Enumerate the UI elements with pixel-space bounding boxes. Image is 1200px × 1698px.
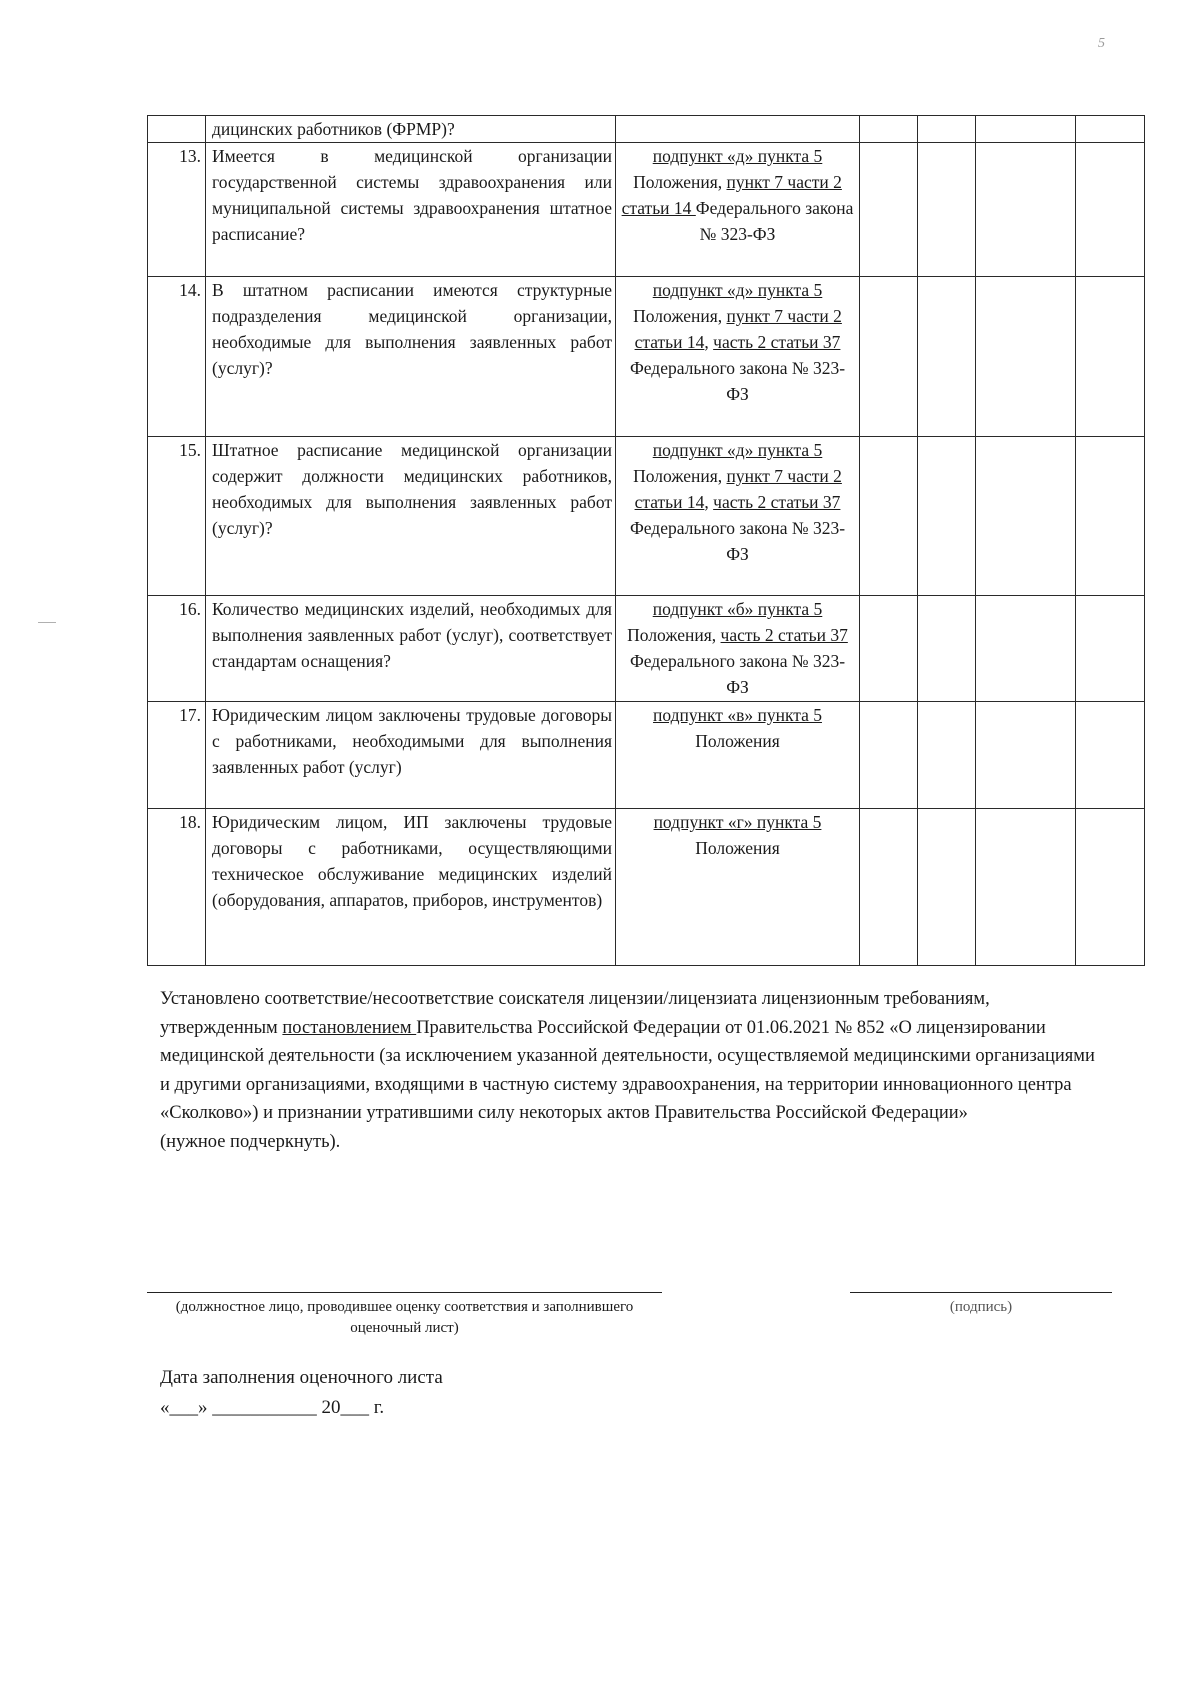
answer-cell-no[interactable] bbox=[918, 437, 976, 596]
reference-text: Федерального закона № 323-ФЗ bbox=[629, 358, 846, 404]
row-number: 18. bbox=[148, 809, 206, 966]
fill-date-label: Дата заполнения оценочного листа bbox=[160, 1367, 443, 1388]
answer-cell-yes[interactable] bbox=[860, 143, 918, 277]
reference-link[interactable]: часть 2 статьи 37 bbox=[713, 492, 841, 512]
fill-date-field[interactable]: «___» ___________ 20___ г. bbox=[160, 1397, 385, 1418]
row-reference bbox=[616, 116, 860, 143]
reference-link[interactable]: часть 2 статьи 37 bbox=[720, 625, 848, 645]
reference-text: Положения bbox=[695, 838, 780, 858]
reference-text: Федерального закона № 323-ФЗ bbox=[629, 518, 846, 564]
reference-link[interactable]: пункт 7 части 2 статьи 14 bbox=[634, 306, 842, 352]
page-number: 5 bbox=[1098, 36, 1105, 51]
answer-cell-yes[interactable] bbox=[860, 809, 918, 966]
resolution-link[interactable]: постановлением bbox=[282, 1017, 417, 1038]
conclusion-text-after: Правительства Российской Федерации от 01.06.2021 № 852 «О лицензировании медицинской деятельности (за исключением указанной деятельности, осуществляемой медицинскими организациями и другими организациями, входящими в частную систему здравоохранения, на территории инновационного центра «Сколково») и признании утратившими силу некоторых актов Правительства Российской Федерации» bbox=[160, 1017, 1095, 1123]
table-row bbox=[148, 809, 1145, 966]
answer-cell-note[interactable] bbox=[1076, 277, 1145, 437]
answer-cell-na[interactable] bbox=[976, 596, 1076, 702]
row-question: Юридическим лицом заключены трудовые договоры с работниками, необходимыми для выполнения заявленных работ (услуг) bbox=[206, 702, 616, 809]
answer-cell-yes[interactable] bbox=[860, 596, 918, 702]
answer-cell-na[interactable] bbox=[976, 277, 1076, 437]
row-number: 15. bbox=[148, 437, 206, 596]
reference-text: Положения, bbox=[627, 625, 721, 645]
answer-cell-na[interactable] bbox=[976, 437, 1076, 596]
reference-link[interactable]: часть 2 статьи 37 bbox=[713, 332, 841, 352]
row-question: Имеется в медицинской организации государственной системы здравоохранения или муниципальной системы здравоохранения штатное расписание? bbox=[206, 143, 616, 277]
answer-cell-note[interactable] bbox=[1076, 702, 1145, 809]
table-row bbox=[148, 702, 1145, 809]
row-reference bbox=[616, 277, 860, 437]
answer-cell-no[interactable] bbox=[918, 702, 976, 809]
reference-link[interactable]: пункт 7 части 2 статьи 14 bbox=[621, 172, 842, 218]
row-number: 14. bbox=[148, 277, 206, 437]
reference-text: Положения, bbox=[633, 306, 727, 326]
row-reference bbox=[616, 809, 860, 966]
official-signature-line[interactable] bbox=[147, 1292, 662, 1293]
answer-cell-no[interactable] bbox=[918, 116, 976, 143]
reference-link[interactable]: подпункт «б» пункта 5 bbox=[652, 599, 823, 619]
checklist-body bbox=[148, 116, 1145, 966]
fill-date-block bbox=[160, 1363, 443, 1423]
answer-cell-yes[interactable] bbox=[860, 277, 918, 437]
answer-cell-note[interactable] bbox=[1076, 116, 1145, 143]
table-row bbox=[148, 596, 1145, 702]
answer-cell-yes[interactable] bbox=[860, 702, 918, 809]
signature-caption: (подпись) bbox=[949, 1299, 1013, 1315]
reference-link[interactable]: подпункт «г» пункта 5 bbox=[653, 812, 822, 832]
reference-link[interactable]: подпункт «д» пункта 5 bbox=[652, 440, 823, 460]
row-reference bbox=[616, 702, 860, 809]
row-question: В штатном расписании имеются структурные подразделения медицинской организации, необходимые для выполнения заявленных работ (услуг)? bbox=[206, 277, 616, 437]
margin-mark bbox=[38, 622, 56, 623]
reference-link[interactable]: подпункт «в» пункта 5 bbox=[653, 705, 822, 725]
answer-cell-no[interactable] bbox=[918, 809, 976, 966]
row-reference bbox=[616, 143, 860, 277]
checklist-table bbox=[147, 115, 1145, 966]
answer-cell-note[interactable] bbox=[1076, 809, 1145, 966]
row-reference bbox=[616, 437, 860, 596]
reference-text: , bbox=[704, 492, 714, 512]
reference-text: , bbox=[704, 332, 714, 352]
row-number: 16. bbox=[148, 596, 206, 702]
row-number bbox=[148, 116, 206, 143]
answer-cell-na[interactable] bbox=[976, 116, 1076, 143]
reference-text: Федерального закона № 323-ФЗ bbox=[629, 651, 846, 697]
reference-link[interactable]: пункт 7 части 2 статьи 14 bbox=[634, 466, 842, 512]
answer-cell-na[interactable] bbox=[976, 702, 1076, 809]
answer-cell-note[interactable] bbox=[1076, 143, 1145, 277]
answer-cell-yes[interactable] bbox=[860, 116, 918, 143]
official-caption: (должностное лицо, проводившее оценку соответствия и заполнившего оценочный лист) bbox=[175, 1299, 634, 1336]
reference-text: Положения, bbox=[633, 466, 727, 486]
answer-cell-no[interactable] bbox=[918, 143, 976, 277]
table-row bbox=[148, 277, 1145, 437]
answer-cell-note[interactable] bbox=[1076, 596, 1145, 702]
row-number: 17. bbox=[148, 702, 206, 809]
conclusion-note: (нужное подчеркнуть). bbox=[160, 1131, 341, 1152]
reference-text: Федерального закона № 323-ФЗ bbox=[695, 198, 854, 244]
conclusion-text bbox=[160, 985, 1095, 1156]
conclusion-text-before: Установлено соответствие/несоответствие соискателя лицензии/лицензиата лицензионным требованиям, утвержденным bbox=[160, 989, 990, 1038]
answer-cell-no[interactable] bbox=[918, 596, 976, 702]
answer-cell-na[interactable] bbox=[976, 143, 1076, 277]
row-question: Количество медицинских изделий, необходимых для выполнения заявленных работ (услуг), соответствует стандартам оснащения? bbox=[206, 596, 616, 702]
reference-link[interactable]: подпункт «д» пункта 5 bbox=[652, 146, 823, 166]
row-question: Юридическим лицом, ИП заключены трудовые договоры с работниками, осуществляющими техническое обслуживание медицинских изделий (оборудования, аппаратов, приборов, инструментов) bbox=[206, 809, 616, 966]
answer-cell-no[interactable] bbox=[918, 277, 976, 437]
reference-text: Положения, bbox=[633, 172, 727, 192]
reference-link[interactable]: подпункт «д» пункта 5 bbox=[652, 280, 823, 300]
row-reference bbox=[616, 596, 860, 702]
reference-text: Положения bbox=[695, 731, 780, 751]
row-number: 13. bbox=[148, 143, 206, 277]
answer-cell-na[interactable] bbox=[976, 809, 1076, 966]
table-row bbox=[148, 143, 1145, 277]
table-row bbox=[148, 116, 1145, 143]
signature-line[interactable] bbox=[850, 1292, 1112, 1293]
conclusion-paragraph bbox=[160, 985, 1095, 1128]
answer-cell-note[interactable] bbox=[1076, 437, 1145, 596]
table-row bbox=[148, 437, 1145, 596]
row-question: дицинских работников (ФРМР)? bbox=[206, 116, 616, 143]
row-question: Штатное расписание медицинской организации содержит должности медицинских работников, необходимых для выполнения заявленных работ (услуг)? bbox=[206, 437, 616, 596]
answer-cell-yes[interactable] bbox=[860, 437, 918, 596]
